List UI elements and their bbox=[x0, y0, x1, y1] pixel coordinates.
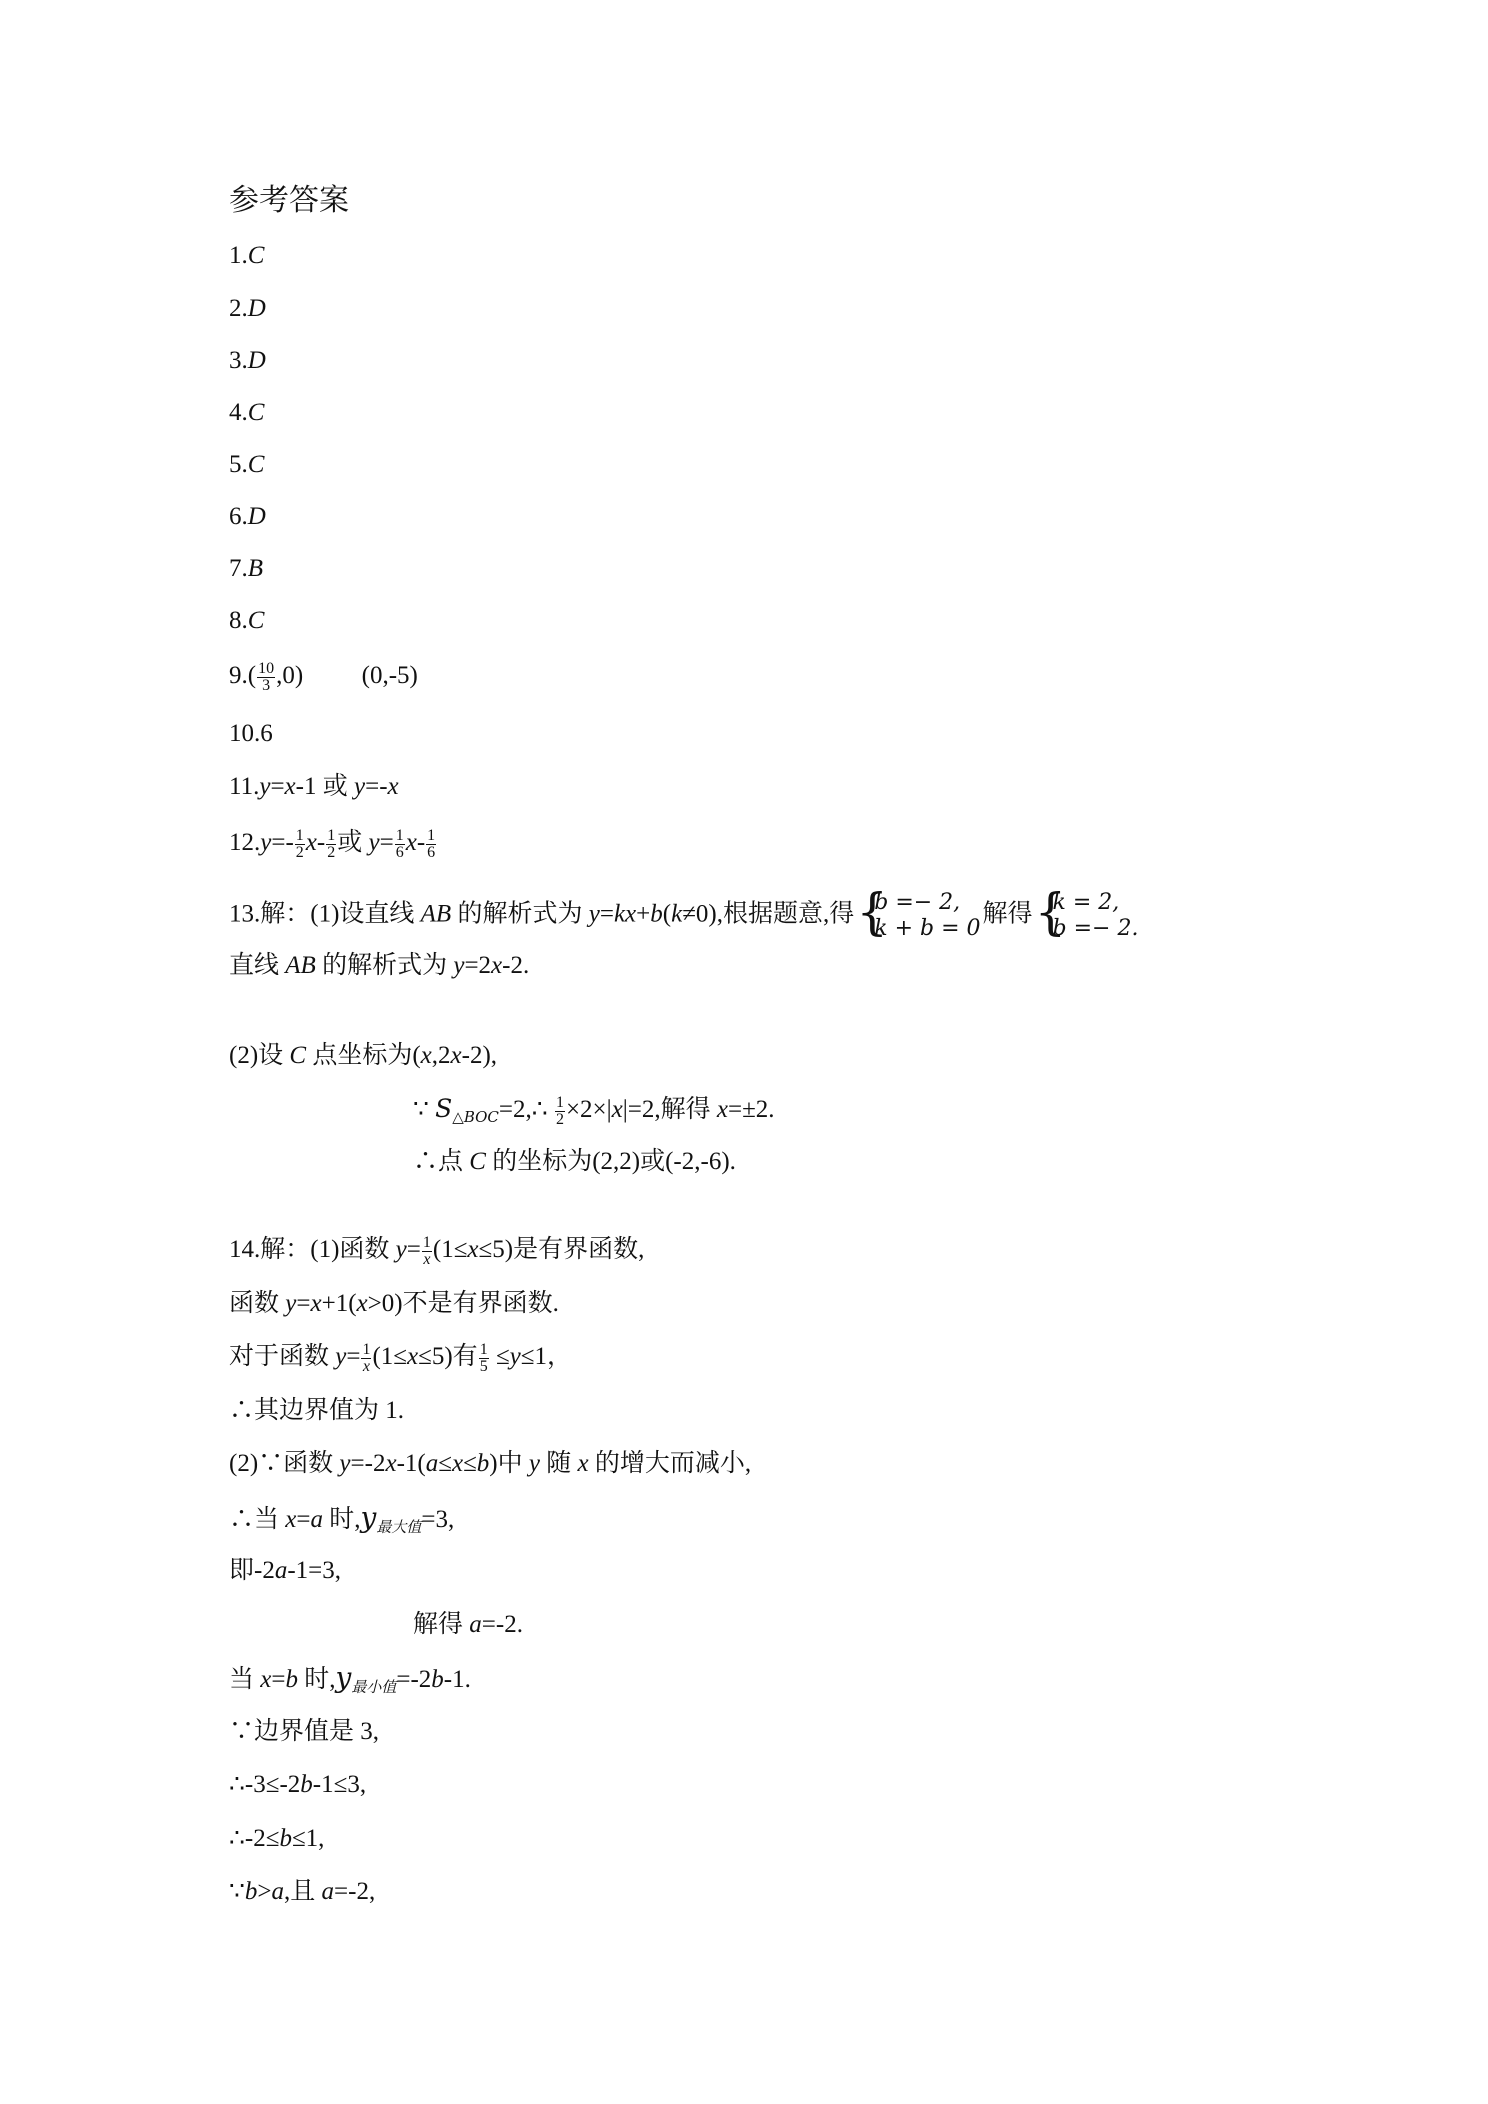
answer-3: 3.D bbox=[229, 347, 266, 374]
q14-line-13: ∵b>a,且 a=-2, bbox=[229, 1878, 376, 1905]
answer-5: 5.C bbox=[229, 451, 265, 478]
q13-line-1: 13.解：(1)设直线 AB 的解析式为 y=kx+b(k≠0),根据题意,得 { b =− 2, k + b = 0 解得 { k = 2, b =− 2. bbox=[229, 883, 1139, 941]
equation-system-2: { k = 2, b =− 2. bbox=[1034, 883, 1139, 941]
q14-line-9: 当 x=b 时$,y_{最小值}=-2b-1$. bbox=[229, 1661, 471, 1696]
answer-1: 1.C bbox=[229, 242, 265, 269]
answer-6: 6.D bbox=[229, 503, 266, 530]
q14-line-2: 函数 y=x+1(x>0)不是有界函数. bbox=[229, 1290, 559, 1317]
q14-line-4: ∴其边界值为 1. bbox=[229, 1397, 405, 1424]
q13-line-3: (2)设 C 点坐标为(x,2x-2), bbox=[229, 1042, 498, 1069]
q13-line-4: ∵ $S_{\triangle BOC}=2,\therefore$ $\frac{1}{2}$ ×2×|x|=2,解得 x=±2. bbox=[413, 1093, 775, 1128]
q14-line-5: (2)∵函数 y=-2x-1(a≤x≤b)中 y 随 x 的增大而减小, bbox=[229, 1450, 752, 1477]
q13-line-5: ∴点 C 的坐标为(2,2)或(-2,-6). bbox=[413, 1148, 736, 1175]
answer-9: 9.( $\frac{10}{3}$ ,0) (0,-5) bbox=[229, 660, 418, 694]
answer-7: 7.B bbox=[229, 555, 264, 582]
answer-10: 10.6 bbox=[229, 720, 273, 747]
answer-2: 2.D bbox=[229, 295, 266, 322]
q14-line-10: ∵边界值是 3, bbox=[229, 1718, 380, 1745]
page-title: 参考答案 bbox=[229, 184, 349, 217]
q14-line-1: 14.解：(1)函数 y= $\frac{1}{x}$ (1≤x≤5)是有界函数, bbox=[229, 1234, 645, 1268]
fraction: $\frac{10}{3}$ bbox=[258, 660, 275, 694]
q14-line-3: 对于函数 y= $\frac{1}{x}$ (1≤x≤5)有 $\frac{1}{5}$ ≤y≤1， bbox=[229, 1341, 573, 1375]
q13-line-2: 直线 AB 的解析式为 y=2x-2. bbox=[229, 952, 530, 979]
q14-line-12: ∴-2≤b≤1, bbox=[229, 1825, 325, 1852]
q14-line-8: 解得 a=-2. bbox=[413, 1611, 523, 1638]
q14-line-6: ∴当 x=a 时$,y_{最大值}=3$, bbox=[229, 1501, 455, 1536]
answer-4: 4.C bbox=[229, 399, 265, 426]
equation-system-1: { b =− 2, k + b = 0 bbox=[856, 883, 981, 941]
q14-line-7: 即-2a-1=3, bbox=[229, 1557, 342, 1584]
answer-8: 8.C bbox=[229, 607, 265, 634]
answer-12: 12.y=- $\frac{1}{2}$ x- $\frac{1}{2}$ 或 y= $\frac{1}{6}$ x- $\frac{1}{6}$ bbox=[229, 827, 436, 861]
answer-11: 11.y=x-1 或 y=-x bbox=[229, 773, 399, 800]
q14-line-11: ∴-3≤-2b-1≤3, bbox=[229, 1771, 367, 1798]
